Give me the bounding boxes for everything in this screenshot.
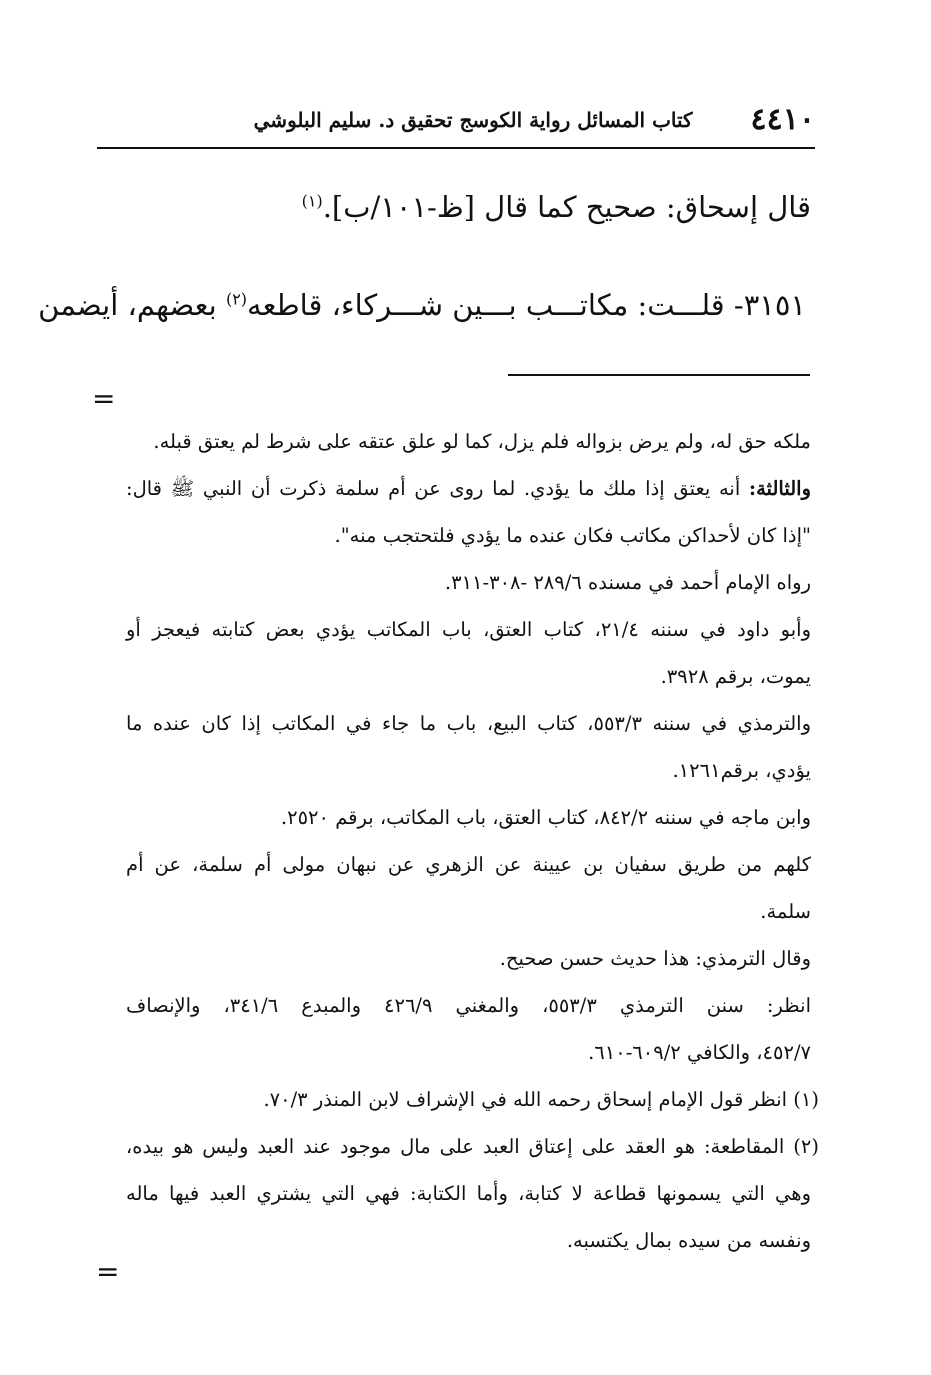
main-text-ishaq-statement: قال إسحاق: صحيح كما قال [ظ-١٠١/ب]. bbox=[322, 190, 811, 224]
question-3151-part2: بعضهم، أيضمن bbox=[38, 288, 226, 322]
footnote-line: يؤدي، برقم١٢٦١. bbox=[672, 759, 811, 782]
footnote-2-line: (٢) المقاطعة: هو العقد على إعتاق العبد على مال موجود عند العبد وليس هو بيده، bbox=[126, 1135, 819, 1158]
footnote-line: ٤٥٢/٧، والكافي ٦٠٩/٢-٦١٠. bbox=[588, 1041, 811, 1064]
header-rule bbox=[97, 147, 815, 149]
footnote-2-line: وهي التي يسمونها قطاعة لا كتابة، وأما الكتابة: فهي التي يشتري العبد فيها ماله bbox=[126, 1182, 812, 1205]
footnote-label-third: والثالثة: bbox=[748, 477, 811, 500]
footnote-line: ملكه حق له، ولم يرض بزواله فلم يزل، كما لو علق عتقه على شرط لم يعتق قبله. bbox=[153, 430, 811, 453]
footnote-separator bbox=[508, 374, 810, 376]
continuation-mark-top: = bbox=[92, 382, 116, 415]
footnote-line: سلمة. bbox=[760, 900, 811, 923]
footnote-2-line: ونفسه من سيده بمال يكتسبه. bbox=[566, 1229, 811, 1252]
footnote-text: أنه يعتق إذا ملك ما يؤدي. لما روى عن أم سلمة ذكرت أن النبي ﷺ قال: bbox=[126, 477, 749, 500]
footnote-1: (١) انظر قول الإمام إسحاق رحمه الله في الإشراف لابن المنذر ٧٠/٣. bbox=[263, 1088, 819, 1111]
page-number: ٤٤١٠ bbox=[750, 102, 815, 137]
footnote-line: كلهم من طريق سفيان بن عيينة عن الزهري عن نبهان مولى أم سلمة، عن أم bbox=[126, 853, 811, 876]
question-3151-part1: ٣١٥١- قلـــت: مكاتـــب بـــين شـــركاء، قاطعه bbox=[247, 288, 806, 322]
footnote-line: والترمذي في سننه ٥٥٣/٣، كتاب البيع، باب ما جاء في المكاتب إذا كان عنده ما bbox=[126, 712, 811, 735]
footnote-reference-2: (٢) bbox=[225, 289, 248, 309]
main-text-line-1 bbox=[302, 185, 811, 229]
footnote-line: وأبو داود في سننه ٢١/٤، كتاب العتق، باب المكاتب يؤدي بعض كتابته فيعجز أو bbox=[126, 618, 811, 641]
footnote-line: "إذا كان لأحداكن مكاتب فكان عنده ما يؤدي فلتحتجب منه". bbox=[334, 524, 811, 547]
continuation-mark-bottom: = bbox=[96, 1255, 120, 1288]
footnote-line: رواه الإمام أحمد في مسنده ٢٨٩/٦ -٣٠٨-٣١١. bbox=[444, 571, 811, 594]
page-header bbox=[97, 100, 815, 140]
footnote-line: يموت، برقم ٣٩٢٨. bbox=[660, 665, 811, 688]
footnotes-section bbox=[126, 418, 819, 1264]
footnote-line: وقال الترمذي: هذا حديث حسن صحيح. bbox=[499, 947, 811, 970]
footnote-reference-1: (١) bbox=[301, 191, 323, 211]
footnote-line bbox=[126, 465, 811, 512]
footnote-line: انظر: سنن الترمذي ٥٥٣/٣، والمغني ٤٢٦/٩ والمبدع ٣٤١/٦، والإنصاف bbox=[126, 994, 811, 1017]
main-text-line-2 bbox=[38, 283, 806, 327]
footnote-line: وابن ماجه في سننه ٨٤٢/٢، كتاب العتق، باب المكاتب، برقم ٢٥٢٠. bbox=[280, 806, 811, 829]
running-title: كتاب المسائل رواية الكوسج تحقيق د. سليم البلوشي bbox=[253, 108, 693, 132]
